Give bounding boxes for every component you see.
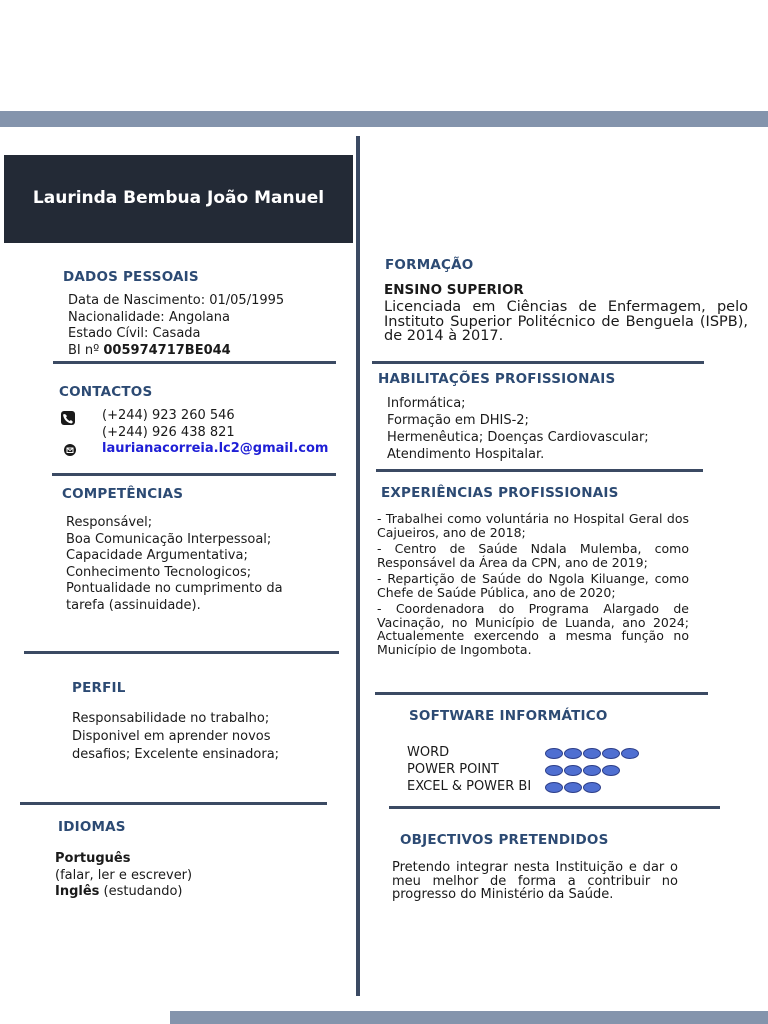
competencia-item: tarefa (assinuidade). — [66, 597, 201, 613]
competencia-item: Boa Comunicação Interpessoal; — [66, 531, 272, 547]
skill-rating-excel — [545, 782, 601, 793]
section-divider — [389, 806, 720, 809]
perfil-line: Responsabilidade no trabalho; — [72, 711, 270, 726]
rating-dot — [583, 748, 601, 759]
competencia-item: Pontualidade no cumprimento da — [66, 581, 283, 596]
dados-line: Estado Cívil: Casada — [68, 326, 201, 341]
competencias-title: COMPETÊNCIAS — [62, 486, 184, 502]
software-item-word: WORD — [407, 745, 450, 760]
email-icon — [64, 444, 76, 456]
section-divider — [53, 361, 336, 364]
dados-pessoais-list — [68, 293, 284, 359]
perfil-text — [72, 710, 279, 764]
skill-rating-powerpoint — [545, 765, 620, 776]
bi-line — [68, 343, 284, 360]
column-divider — [356, 136, 360, 996]
software-title: SOFTWARE INFORMÁTICO — [409, 708, 608, 724]
experiencia-item: - Trabalhei como voluntária no Hospital Geral dos Cajueiros, ano de 2018; — [377, 511, 689, 540]
contactos-title: CONTACTOS — [59, 384, 153, 400]
competencia-item: Conhecimento Tecnologicos; — [66, 564, 252, 580]
section-divider — [372, 361, 704, 364]
rating-dot — [602, 765, 620, 776]
rating-dot — [583, 765, 601, 776]
rating-dot — [545, 782, 563, 793]
top-bar — [0, 111, 768, 127]
formacao-text: Licenciada em Ciências de Enfermagem, pelo Instituto Superior Politécnico de Benguela (ISPB), de 2014 à 2017. — [384, 299, 748, 344]
dados-pessoais-title: DADOS PESSOAIS — [63, 269, 199, 285]
idiomas-list — [55, 851, 192, 901]
skill-rating-word — [545, 748, 639, 759]
phone-1: (+244) 923 260 546 — [102, 408, 235, 423]
perfil-line: Disponivel em aprender novos — [72, 729, 271, 744]
experiencias-title: EXPERIÊNCIAS PROFISSIONAIS — [381, 485, 619, 501]
rating-dot — [583, 782, 601, 793]
formacao-subtitle: ENSINO SUPERIOR — [384, 282, 524, 298]
section-divider — [24, 651, 339, 654]
section-divider — [375, 692, 708, 695]
experiencia-item: - Repartição de Saúde do Ngola Kiluange, como Chefe de Saúde Pública, ano de 2020; — [377, 571, 689, 600]
experiencias-list — [377, 512, 689, 656]
habilitacoes-title: HABILITAÇÕES PROFISSIONAIS — [378, 371, 616, 387]
objectivos-text: Pretendo integrar nesta Instituição e dar o meu melhor de forma a contribuir no progresso do Ministério da Saúde. — [392, 860, 678, 902]
rating-dot — [621, 748, 639, 759]
section-divider — [52, 473, 336, 476]
phone-icon — [61, 411, 75, 425]
phone-2: (+244) 926 438 821 — [102, 424, 235, 440]
idiomas-title: IDIOMAS — [58, 819, 126, 835]
rating-dot — [602, 748, 620, 759]
bi-value: 005974717BE044 — [103, 342, 231, 358]
dados-line: Data de Nascimento: 01/05/1995 — [68, 293, 285, 308]
perfil-title: PERFIL — [72, 680, 126, 696]
objectivos-title: OBJECTIVOS PRETENDIDOS — [400, 832, 609, 848]
language-portuguese: Português — [55, 851, 131, 866]
rating-dot — [564, 748, 582, 759]
language-english-note: (estudando) — [99, 884, 183, 899]
competencia-item: Responsável; — [66, 515, 153, 530]
candidate-name: Laurinda Bembua João Manuel — [32, 188, 325, 208]
experiencia-item: - Centro de Saúde Ndala Mulemba, como Responsável da Área da CPN, ano de 2019; — [377, 541, 689, 570]
rating-dot — [545, 748, 563, 759]
habilitacao-item: Hermenêutica; Doenças Cardiovascular; — [387, 430, 649, 445]
habilitacao-item: Formação em DHIS-2; — [387, 413, 529, 428]
habilitacao-item: Informática; — [387, 396, 466, 411]
competencias-list — [66, 515, 283, 614]
bottom-bar — [170, 1011, 768, 1024]
bi-label: BI nº — [68, 342, 104, 358]
rating-dot — [564, 765, 582, 776]
dados-line: Nacionalidade: Angolana — [68, 309, 230, 325]
email-link[interactable]: laurianacorreia.lc2@gmail.com — [102, 441, 329, 456]
section-divider — [376, 469, 703, 472]
section-divider — [20, 802, 327, 805]
language-english-line — [55, 884, 192, 901]
formacao-title: FORMAÇÃO — [385, 257, 474, 273]
rating-dot — [564, 782, 582, 793]
software-list — [407, 744, 531, 795]
contact-list — [102, 408, 328, 458]
rating-dot — [545, 765, 563, 776]
language-portuguese-note: (falar, ler e escrever) — [55, 867, 193, 883]
habilitacao-item: Atendimento Hospitalar. — [387, 447, 545, 462]
experiencia-item: - Coordenadora do Programa Alargado de Vacinação, no Município de Luanda, ano 2024; Actualemente exercendo a mesma função no Município de Ingombota. — [377, 601, 689, 657]
habilitacoes-list — [387, 395, 649, 463]
software-item-powerpoint: POWER POINT — [407, 762, 499, 777]
language-english: Inglês — [55, 884, 100, 899]
perfil-line: desafios; Excelente ensinadora; — [72, 747, 280, 762]
software-item-excel: EXCEL & POWER BI — [407, 779, 532, 794]
competencia-item: Capacidade Argumentativa; — [66, 548, 248, 563]
